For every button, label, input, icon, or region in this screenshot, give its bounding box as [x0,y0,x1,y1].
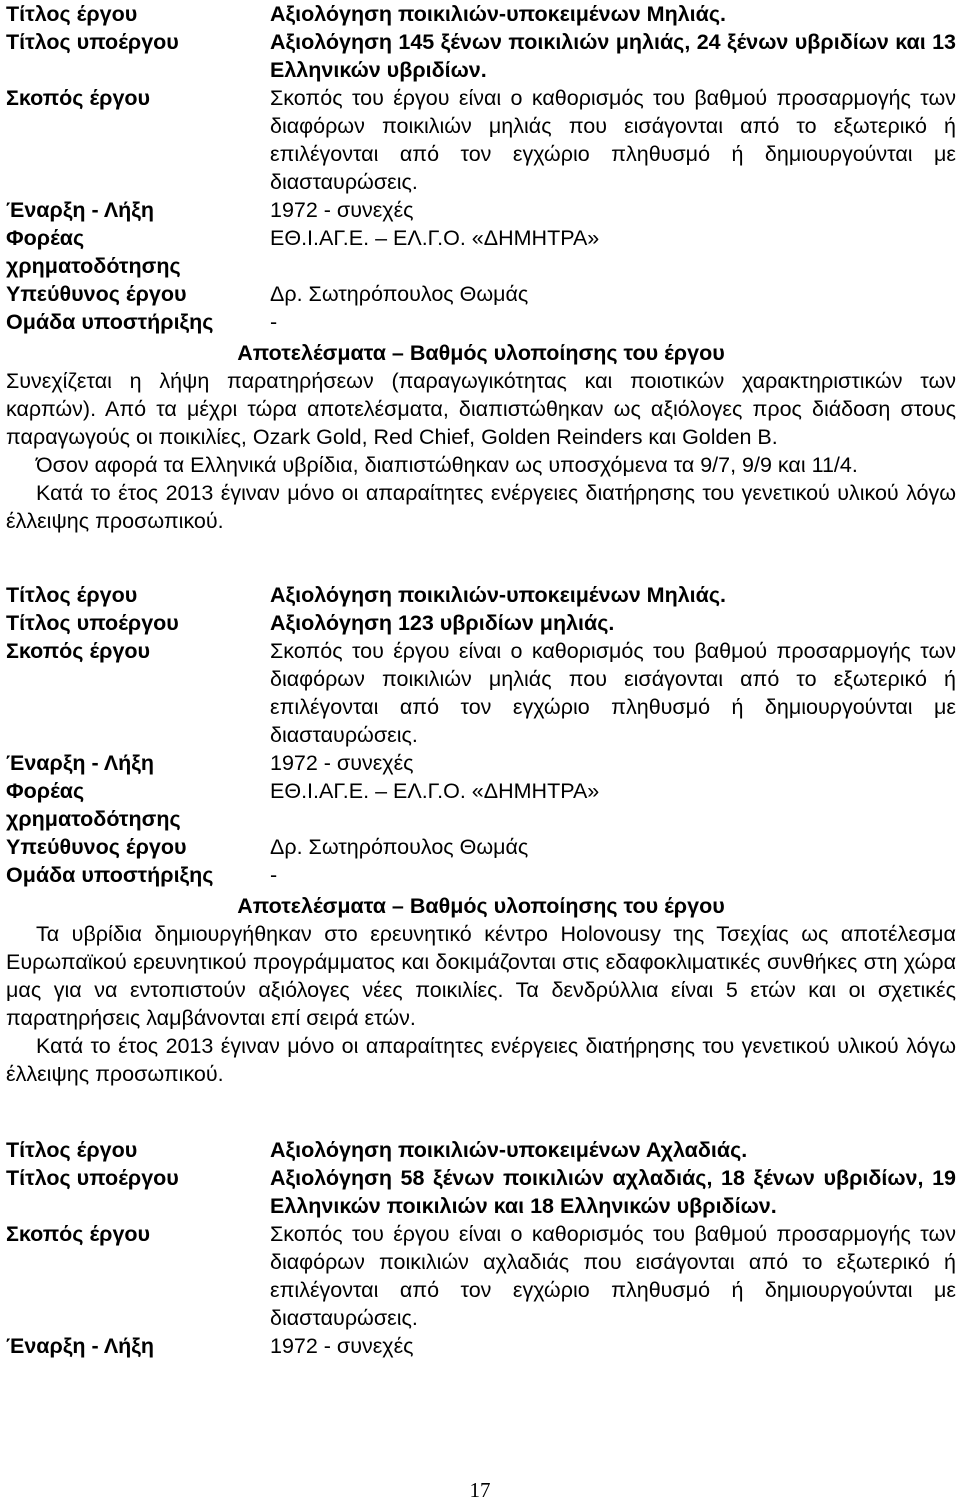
page-number: 17 [469,1478,491,1502]
project-aim: Σκοπός του έργου είναι ο καθορισμός του βαθμού προσαρμογής των διαφόρων ποικιλιών αχλαδιάς που εισάγονται από το εξωτερικό ή επιλέγονται από τον εγχώριο πληθυσμό ή δημιουργούνται με διασταυρώσεις. [270,1222,956,1330]
aim-label: Σκοπός έργου [6,86,151,110]
results-paragraph: Κατά το έτος 2013 έγιναν μόνο οι απαραίτητες ενέργειες διατήρησης του γενετικού υλικού λόγω έλλειψης προσωπικού. [6,1034,956,1086]
subtitle-label: Τίτλος υποέργου [6,611,179,635]
subtitle-row [6,609,956,637]
project-subtitle: Αξιολόγηση 123 υβριδίων μηλιάς. [270,611,615,635]
subtitle-label: Τίτλος υποέργου [6,30,179,54]
funder-label-line-1: Φορέας [6,779,85,803]
funder-row [6,224,956,280]
title-row [6,1136,956,1164]
title-label: Τίτλος έργου [6,583,138,607]
project-period: 1972 - συνεχές [270,1334,414,1358]
document-page [6,0,956,1360]
results-paragraph: Κατά το έτος 2013 έγιναν μόνο οι απαραίτητες ενέργειες διατήρησης του γενετικού υλικού λόγω έλλειψης προσωπικού. [6,481,956,533]
project-aim: Σκοπός του έργου είναι ο καθορισμός του βαθμού προσαρμογής των διαφόρων ποικιλιών μηλιάς που εισάγονται από το εξωτερικό ή επιλέγονται από τον εγχώριο πληθυσμό ή δημιουργούνται με διασταυρώσεις. [270,86,956,194]
funder-row [6,777,956,833]
aim-row [6,637,956,749]
period-row [6,196,956,224]
period-label: Έναρξη - Λήξη [6,1334,155,1358]
project-period: 1972 - συνεχές [270,198,414,222]
title-row [6,581,956,609]
period-row [6,749,956,777]
project-subtitle: Αξιολόγηση 145 ξένων ποικιλιών μηλιάς, 24 ξένων υβριδίων και 13 Ελληνικών υβριδίων. [270,30,956,82]
period-label: Έναρξη - Λήξη [6,751,155,775]
funder-label-line-2: χρηματοδότησης [6,254,181,278]
project-period: 1972 - συνεχές [270,751,414,775]
aim-label: Σκοπός έργου [6,639,151,663]
project-title: Αξιολόγηση ποικιλιών-υποκειμένων Αχλαδιάς. [270,1138,748,1162]
team-label: Ομάδα υποστήριξης [6,863,214,887]
project-aim: Σκοπός του έργου είναι ο καθορισμός του βαθμού προσαρμογής των διαφόρων ποικιλιών μηλιάς που εισάγονται από το εξωτερικό ή επιλέγονται από τον εγχώριο πληθυσμό ή δημιουργούνται με διασταυρώσεις. [270,639,956,747]
project-block-1 [6,0,956,535]
lead-label: Υπεύθυνος έργου [6,282,187,306]
project-team: - [270,310,278,334]
title-label: Τίτλος έργου [6,1138,138,1162]
project-funder: ΕΘ.Ι.ΑΓ.Ε. – ΕΛ.Γ.Ο. «ΔΗΜΗΤΡΑ» [270,779,600,803]
subtitle-row [6,1164,956,1220]
project-subtitle: Αξιολόγηση 58 ξένων ποικιλιών αχλαδιάς, 18 ξένων υβριδίων, 19 Ελληνικών ποικιλιών και 18 Ελληνικών υβριδίων. [270,1166,956,1218]
title-row [6,0,956,28]
project-team: - [270,863,278,887]
subtitle-row [6,28,956,84]
team-row [6,308,956,336]
results-paragraph: Συνεχίζεται η λήψη παρατηρήσεων (παραγωγικότητας και ποιοτικών χαρακτηριστικών των καρπών). Από τα μέχρι τώρα αποτελέσματα, διαπιστώθηκαν ως αξιόλογες προς διάδοση στους παραγωγούς οι ποικιλίες, Ozark Gold, Red Chief, Golden Reinders και Golden B. [6,369,956,449]
results-paragraph: Όσον αφορά τα Ελληνικά υβρίδια, διαπιστώθηκαν ως υποσχόμενα τα 9/7, 9/9 και 11/4. [36,453,858,477]
lead-label: Υπεύθυνος έργου [6,835,187,859]
project-lead: Δρ. Σωτηρόπουλος Θωμάς [270,282,529,306]
period-row [6,1332,956,1360]
subtitle-label: Τίτλος υποέργου [6,1166,179,1190]
project-title: Αξιολόγηση ποικιλιών-υποκειμένων Μηλιάς. [270,583,727,607]
aim-row [6,1220,956,1332]
funder-label-line-2: χρηματοδότησης [6,807,181,831]
results-heading: Αποτελέσματα – Βαθμός υλοποίησης του έργου [237,894,725,918]
project-title: Αξιολόγηση ποικιλιών-υποκειμένων Μηλιάς. [270,2,727,26]
funder-label-line-1: Φορέας [6,226,85,250]
team-row [6,861,956,889]
funder-label [6,224,270,280]
project-lead: Δρ. Σωτηρόπουλος Θωμάς [270,835,529,859]
lead-row [6,280,956,308]
title-label: Τίτλος έργου [6,2,138,26]
team-label: Ομάδα υποστήριξης [6,310,214,334]
results-paragraph: Τα υβρίδια δημιουργήθηκαν στο ερευνητικό κέντρο Holovousy της Τσεχίας ως αποτέλεσμα Ευρωπαϊκού ερευνητικού προγράμματος και δοκιμάζονται στις εδαφοκλιματικές συνθήκες στη χώρα μας για να εντοπιστούν αξιόλογες νέες ποικιλίες. Τα δενδρύλλια είναι 5 ετών και οι σχετικές παρατηρήσεις λαμβάνονται επί σειρά ετών. [6,922,956,1030]
lead-row [6,833,956,861]
aim-label: Σκοπός έργου [6,1222,151,1246]
project-funder: ΕΘ.Ι.ΑΓ.Ε. – ΕΛ.Γ.Ο. «ΔΗΜΗΤΡΑ» [270,226,600,250]
aim-row [6,84,956,196]
project-block-2 [6,581,956,1088]
project-block-3 [6,1136,956,1360]
funder-label [6,777,270,833]
results-heading: Αποτελέσματα – Βαθμός υλοποίησης του έργου [237,341,725,365]
period-label: Έναρξη - Λήξη [6,198,155,222]
